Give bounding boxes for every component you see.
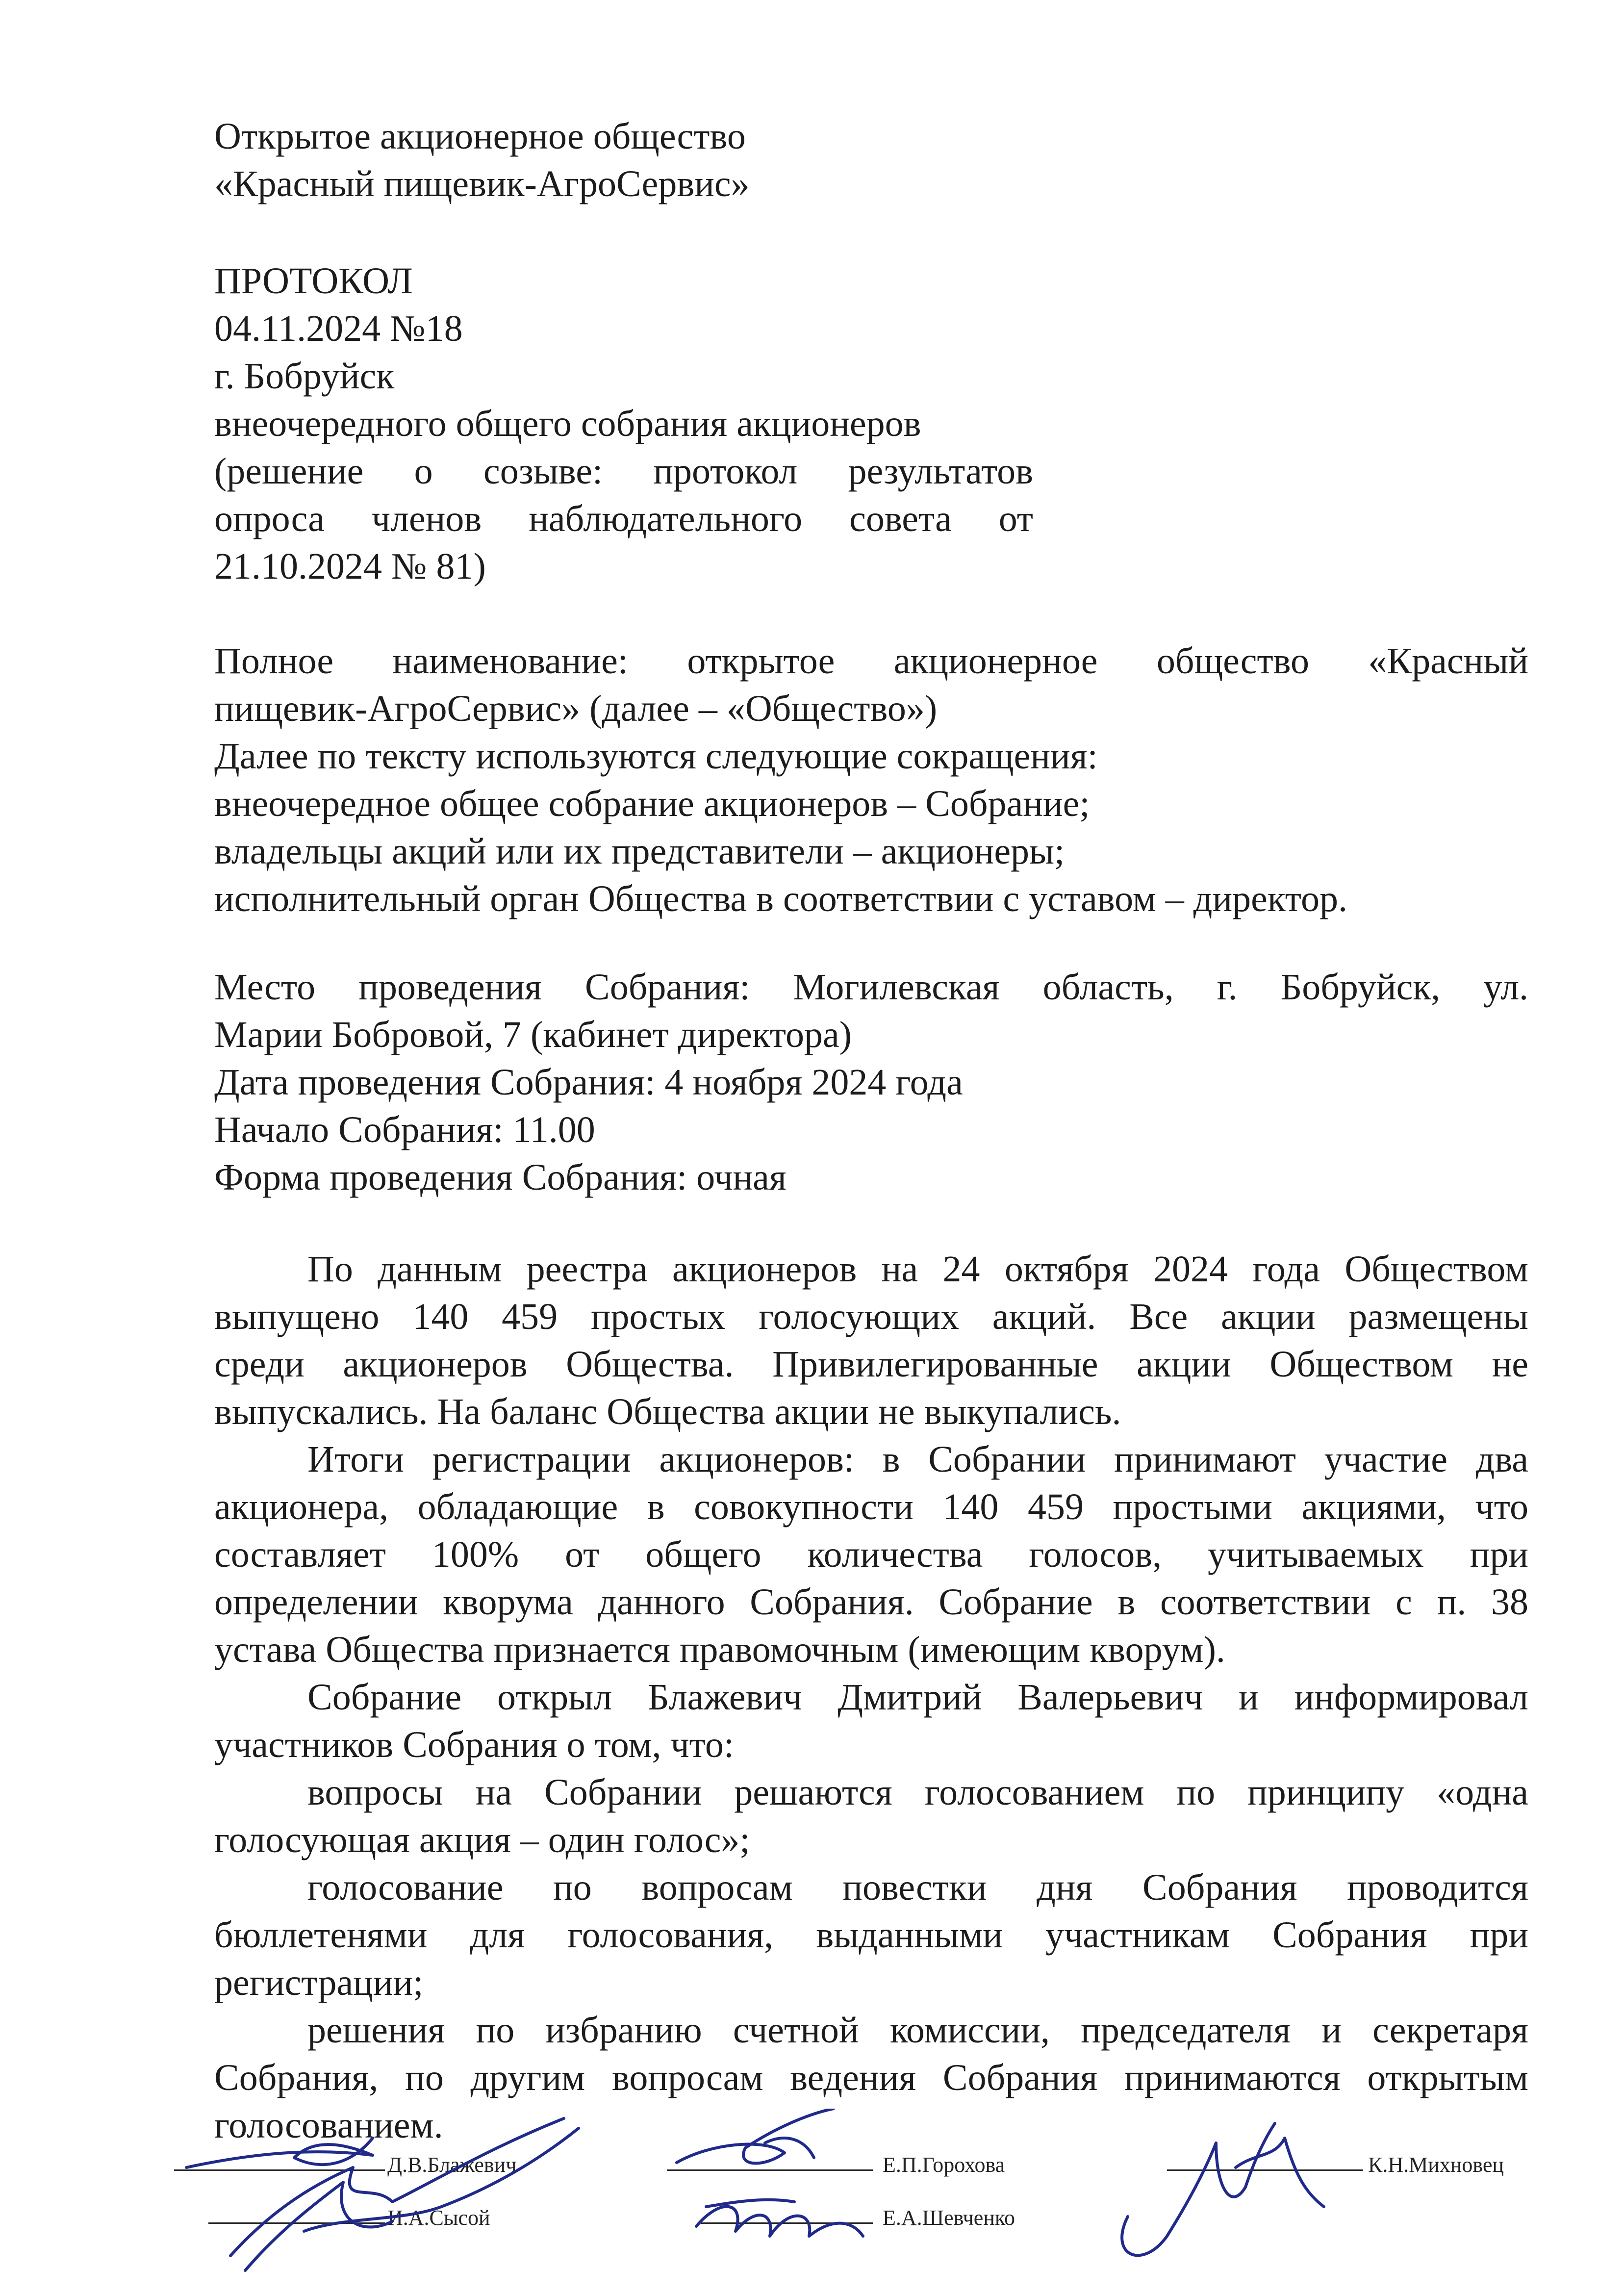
org-name-line1: Открытое акционерное общество: [214, 116, 746, 157]
protocol-basis-line3: 21.10.2024 № 81): [214, 546, 486, 587]
signatory-name: Е.А.Шевченко: [883, 2206, 1015, 2230]
signature-shevchenko: [696, 2207, 863, 2236]
signature-gorokhova: [677, 2109, 834, 2163]
protocol-body: [214, 1246, 1528, 2149]
paragraph-registration: акционера, обладающие в совокупности 140 459 простыми акциями, что: [214, 1486, 1528, 1528]
meeting-start: Начало Собрания: 11.00: [214, 1109, 595, 1150]
abbreviations-intro: Далее по тексту используются следующие сокращения:: [214, 736, 1098, 777]
paragraph-ballots: бюллетенями для голосования, выданными участникам Собрания при: [214, 1914, 1528, 1956]
meeting-place-line1: Место проведения Собрания: Могилевская область, г. Бобруйск, ул.: [214, 967, 1528, 1008]
meeting-form: Форма проведения Собрания: очная: [214, 1157, 787, 1198]
full-name-line2: пищевик-АгроСервис» (далее – «Общество»): [214, 688, 938, 729]
definitions-block: [214, 637, 1528, 923]
paragraph-voting-principle: вопросы на Собрании решаются голосованием по принципу «одна: [307, 1772, 1528, 1813]
signatory-name: Д.В.Блажевич: [387, 2153, 517, 2177]
paragraph-registration: Итоги регистрации акционеров: в Собрании принимают участие два: [307, 1439, 1528, 1480]
meeting-place-line2: Марии Бобровой, 7 (кабинет директора): [214, 1014, 852, 1055]
paragraph-open-voting: голосованием.: [214, 2105, 443, 2146]
paragraph-registry: выпускались. На баланс Общества акции не выкупались.: [214, 1391, 1121, 1432]
abbreviation-item: внеочередное общее собрание акционеров – Собрание;: [214, 783, 1090, 824]
abbreviation-item: владельцы акций или их представители – акционеры;: [214, 831, 1065, 872]
signatures-block: [0, 2109, 1624, 2294]
paragraph-open-voting: решения по избранию счетной комиссии, председателя и секретаря: [307, 2010, 1528, 2051]
protocol-date-number: 04.11.2024 №18: [214, 308, 463, 349]
paragraph-opening: Собрание открыл Блажевич Дмитрий Валерьевич и информировал: [307, 1677, 1528, 1718]
paragraph-registry: По данным реестра акционеров на 24 октября 2024 года Обществом: [307, 1249, 1528, 1290]
protocol-basis-line2: опроса членов наблюдательного совета от: [214, 498, 1033, 539]
paragraph-voting-principle: голосующая акция – один голос»;: [214, 1819, 750, 1861]
signatory-name: К.Н.Михновец: [1368, 2153, 1504, 2177]
signatory-name: Е.П.Горохова: [883, 2153, 1005, 2177]
protocol-subject: внеочередного общего собрания акционеров: [214, 403, 921, 444]
protocol-title: ПРОТОКОЛ: [214, 260, 413, 302]
paragraph-registry: выпущено 140 459 простых голосующих акций. Все акции размещены: [214, 1296, 1528, 1337]
signatory-name: И.А.Сысой: [387, 2206, 490, 2230]
protocol-basis-line1: (решение о созыве: протокол результатов: [214, 451, 1033, 492]
signature-mikhnovets: [1122, 2123, 1275, 2255]
abbreviation-item: исполнительный орган Общества в соответствии с уставом – директор.: [214, 878, 1347, 919]
protocol-city: г. Бобруйск: [214, 356, 395, 397]
handwritten-signatures: [0, 2109, 1624, 2294]
protocol-title-block: [214, 257, 1033, 590]
signature-blazhevich: [186, 2138, 373, 2167]
organization-header: [214, 113, 750, 208]
paragraph-ballots: регистрации;: [214, 1962, 424, 2003]
full-name-line1: Полное наименование: открытое акционерное общество «Красный: [214, 640, 1528, 682]
org-name-line2: «Красный пищевик-АгроСервис»: [214, 163, 750, 204]
paragraph-opening: участников Собрания о том, что:: [214, 1724, 734, 1765]
paragraph-ballots: голосование по вопросам повестки дня Собрания проводится: [307, 1867, 1528, 1908]
paragraph-registration: устава Общества признается правомочным (имеющим кворум).: [214, 1629, 1225, 1670]
paragraph-open-voting: Собрания, по другим вопросам ведения Собрания принимаются открытым: [214, 2057, 1528, 2098]
paragraph-registry: среди акционеров Общества. Привилегированные акции Обществом не: [214, 1344, 1528, 1385]
paragraph-registration: составляет 100% от общего количества голосов, учитываемых при: [214, 1534, 1528, 1575]
paragraph-registration: определении кворума данного Собрания. Собрание в соответствии с п. 38: [214, 1581, 1528, 1623]
meeting-date: Дата проведения Собрания: 4 ноября 2024 года: [214, 1062, 963, 1103]
meeting-details-block: [214, 964, 1528, 1201]
